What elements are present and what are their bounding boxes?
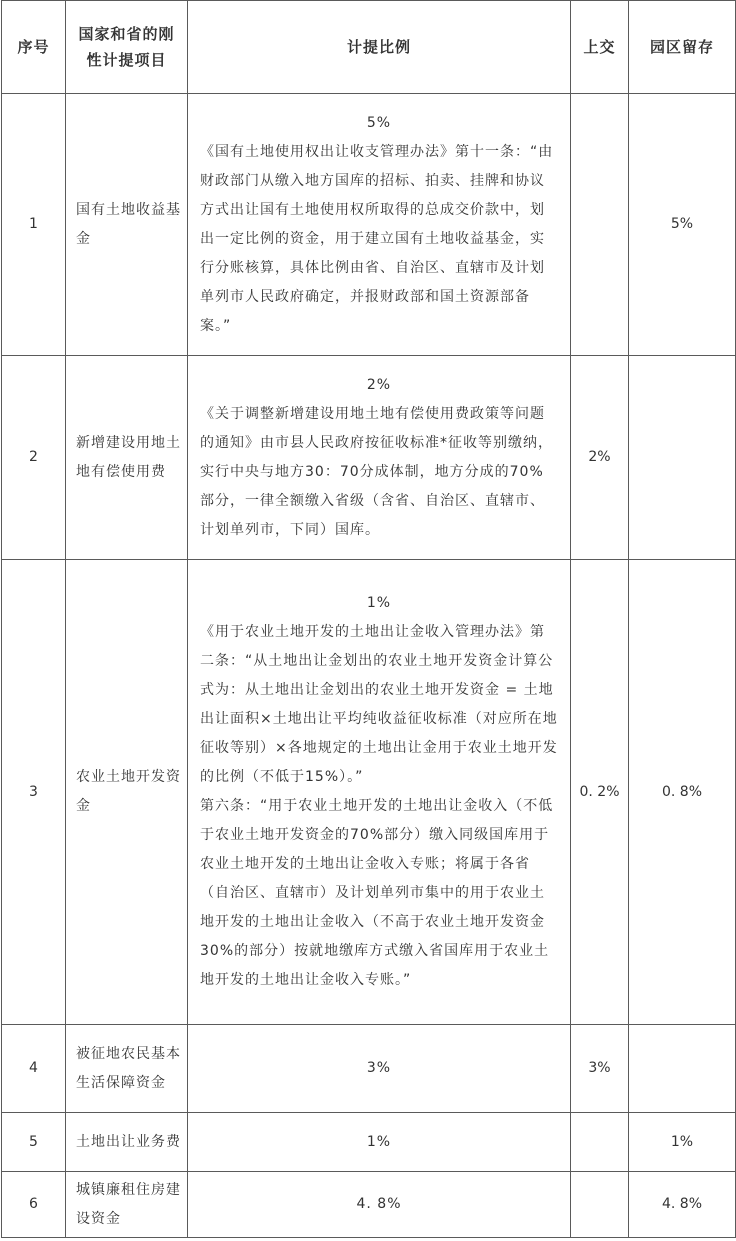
row-item: 城镇廉租住房建设资金 [66,1172,188,1238]
row-ratio [188,1172,571,1238]
row-submit [571,1172,629,1238]
row-index: 3 [2,560,66,1025]
header-retain: 园区留存 [629,1,736,94]
land-fund-table [1,0,736,1238]
ratio-text: 《国有土地使用权出让收支管理办法》第十一条：“由财政部门从缴入地方国库的招标、拍卖、挂牌和协议方式出让国有土地使用权所取得的总成交价款中，划出一定比例的资金，用于建立国有土地收益基金，实行分账核算，具体比例由省、自治区、直辖市及计划单列市人民政府确定，并报财政部和国土资源部备案。” [200,143,554,334]
row-ratio [188,356,571,560]
row-retain [629,1025,736,1113]
row-item: 被征地农民基本生活保障资金 [66,1025,188,1113]
row-submit [571,1113,629,1172]
table-row [2,1172,736,1238]
row-index: 5 [2,1113,66,1172]
header-item: 国家和省的刚性计提项目 [66,1,188,94]
row-ratio [188,1025,571,1113]
table-row [2,1025,736,1113]
row-retain: 5% [629,94,736,356]
row-item: 土地出让业务费 [66,1113,188,1172]
row-retain: 1% [629,1113,736,1172]
row-submit [571,94,629,356]
ratio-text: 《用于农业土地开发的土地出让金收入管理办法》第二条：“从土地出让金划出的农业土地开发资金计算公式为：从土地出让金划出的农业土地开发资金 = 土地出让面积×土地出让平均纯收益征收标准（对应所在地征收等别）×各地规定的土地出让金用于农业土地开发的比例（不低于15%）。” [200,624,558,785]
row-index: 2 [2,356,66,560]
table-row [2,560,736,1025]
ratio-percent: 1% [366,1133,392,1150]
ratio-percent: 3% [366,1060,392,1076]
row-index: 4 [2,1025,66,1113]
table-header-row [2,1,736,94]
row-submit: 2% [571,356,629,560]
row-retain: 0. 8% [629,560,736,1025]
table-row [2,1113,736,1172]
row-submit: 3% [571,1025,629,1113]
row-ratio [188,560,571,1025]
ratio-percent: 4. 8% [356,1196,402,1212]
table-row [2,94,736,356]
row-ratio [188,94,571,356]
ratio-percent: 1% [366,595,392,611]
row-item: 新增建设用地土地有偿使用费 [66,356,188,560]
ratio-percent: 5% [366,114,392,131]
row-index: 1 [2,94,66,356]
header-ratio: 计提比例 [188,1,571,94]
row-retain: 4. 8% [629,1172,736,1238]
ratio-text: 第六条：“用于农业土地开发的土地出让金收入（不低于农业土地开发资金的70%部分）缴入同级国库用于农业土地开发的土地出让金收入专账；将属于各省（自治区、直辖市）及计划单列市集中的用于农业土地开发的土地出让金收入（不高于农业土地开发资金30%的部分）按就地缴库方式缴入省国库用于农业土地开发的土地出让金收入专账。” [200,798,554,988]
row-retain [629,356,736,560]
row-item: 国有土地收益基金 [66,94,188,356]
ratio-percent: 2% [366,376,392,393]
row-submit: 0. 2% [571,560,629,1025]
header-submit: 上交 [571,1,629,94]
row-index: 6 [2,1172,66,1238]
header-index: 序号 [2,1,66,94]
row-ratio [188,1113,571,1172]
table-row [2,356,736,560]
row-item: 农业土地开发资金 [66,560,188,1025]
ratio-text: 《关于调整新增建设用地土地有偿使用费政策等问题的通知》由市县人民政府按征收标准*征收等别缴纳，实行中央与地方30：70分成体制，地方分成的70%部分，一律全额缴入省级（含省、自治区、直辖市、计划单列市，下同）国库。 [200,405,553,538]
